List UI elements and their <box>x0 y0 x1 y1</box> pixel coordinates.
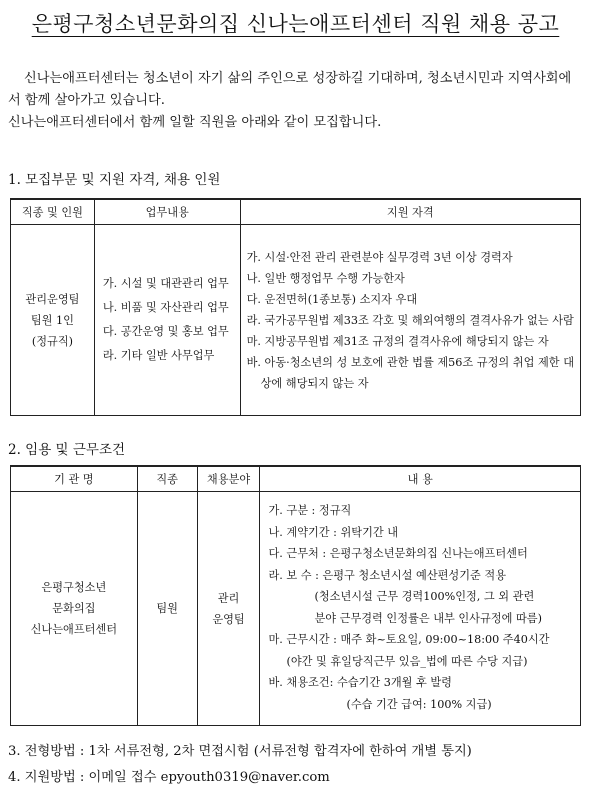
header-content: 내 용 <box>260 466 581 492</box>
field-cell <box>197 492 260 726</box>
position-count: 팀원 1인 <box>30 313 74 327</box>
duty-item: 나. 비품 및 자산관리 업무 <box>102 301 229 314</box>
content-type: 가. 구분 : 정규직 <box>268 504 352 517</box>
duty-item: 다. 공간운영 및 홍보 업무 <box>102 325 229 338</box>
agency-line: 신나는애프터센터 <box>30 623 118 636</box>
qualification-item: 라. 국가공무원법 제33조 각호 및 해외여행의 결격사유가 없는 사람 <box>246 313 574 327</box>
header-position: 직종 및 인원 <box>11 199 95 225</box>
selection-method: 3. 전형방법 : 1차 서류전형, 2차 면접시험 (서류전형 합격자에 한하여 개별 통지) <box>8 744 472 759</box>
header-job: 직종 <box>137 466 197 492</box>
recruitment-table <box>10 198 581 416</box>
position-team: 관리운영팀 <box>25 292 80 306</box>
application-method: 4. 지원방법 : 이메일 접수 epyouth0319@naver.com <box>8 770 330 785</box>
qualification-item: 가. 시설·안전 관리 관련분야 실무경력 3년 이상 경력자 <box>246 250 513 264</box>
agency-line: 문화의집 <box>52 602 96 615</box>
qualification-item: 나. 일반 행정업무 수행 가능한자 <box>246 271 405 285</box>
qualification-item: 다. 운전면허(1종보통) 소지자 우대 <box>246 292 418 306</box>
content-salary-note: 분야 근무경력 인정률은 내부 인사규정에 따름) <box>314 611 542 625</box>
position-type: (정규직) <box>31 334 73 348</box>
qualifications-cell <box>240 225 580 416</box>
content-salary-note: (청소년시설 근무 경력100%인정, 그 외 관련 <box>314 590 535 603</box>
header-field: 채용분야 <box>197 466 260 492</box>
duty-item: 라. 기타 일반 사무업무 <box>102 349 215 362</box>
position-cell <box>11 225 95 416</box>
qualification-item: 바. 아동·청소년의 성 보호에 관한 법률 제56조 규정의 취업 제한 대상에 해당되지 않는 자 <box>246 355 574 390</box>
intro-line-2: 신나는애프터센터에서 함께 일할 직원을 아래와 같이 모집합니다. <box>8 115 382 130</box>
field-line: 운영팀 <box>212 612 245 626</box>
header-agency: 기 관 명 <box>11 466 138 492</box>
page-title: 은평구청소년문화의집 신나는애프터센터 직원 채용 공고 <box>31 12 560 36</box>
header-qualifications: 지원 자격 <box>240 199 580 225</box>
field-line: 관리 <box>217 591 240 605</box>
content-workplace: 다. 근무처 : 은평구청소년문화의집 신나는애프터센터 <box>268 547 528 560</box>
content-contract: 나. 계약기간 : 위탁기간 내 <box>268 525 399 539</box>
content-conditions: 바. 채용조건: 수습기간 3개월 후 발령 <box>268 676 452 689</box>
qualification-item: 마. 지방공무원법 제31조 규정의 결격사유에 해당되지 않는 자 <box>246 334 549 348</box>
intro-paragraph <box>8 68 584 134</box>
agency-cell <box>11 492 138 726</box>
content-conditions-note: (수습 기간 급여: 100% 지급) <box>346 697 492 711</box>
section1-heading: 1. 모집부문 및 지원 자격, 채용 인원 <box>8 172 221 188</box>
content-cell <box>260 492 581 726</box>
intro-line-1: 신나는애프터센터는 청소년이 자기 삶의 주인으로 성장하길 기대하며, 청소년시민과 지역사회에서 함께 살아가고 있습니다. <box>8 71 572 108</box>
employment-table <box>10 465 581 726</box>
content-hours: 마. 근무시간 : 매주 화~토요일, 09:00~18:00 주40시간 <box>268 633 550 646</box>
duty-item: 가. 시설 및 대관관리 업무 <box>102 277 229 290</box>
section2-heading: 2. 임용 및 근무조건 <box>8 442 126 458</box>
content-hours-note: (야간 및 휴일당직근무 있음_법에 따른 수당 지급) <box>286 654 528 668</box>
content-salary: 라. 보 수 : 은평구 청소년시설 예산편성기준 적용 <box>268 568 507 582</box>
duties-cell <box>94 225 240 416</box>
header-duties: 업무내용 <box>94 199 240 225</box>
agency-line: 은평구청소년 <box>41 581 107 594</box>
job-cell: 팀원 <box>137 492 197 726</box>
